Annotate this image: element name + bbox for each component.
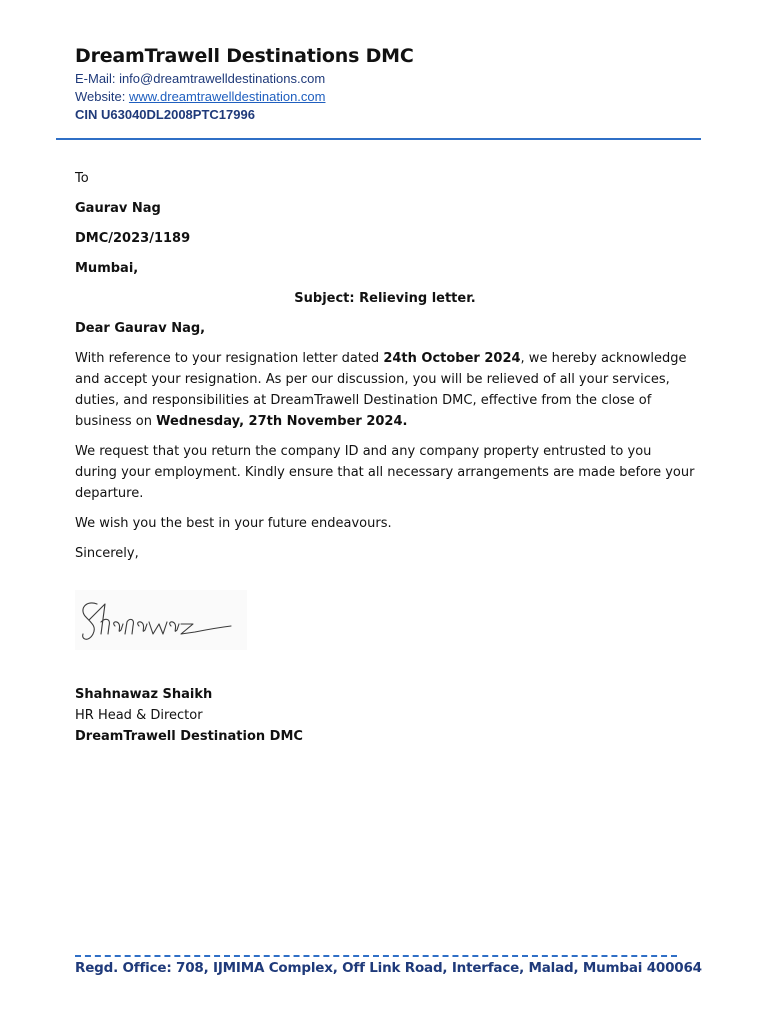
- subject-line: Subject: Relieving letter.: [294, 291, 476, 306]
- contact-website-line: [75, 89, 325, 104]
- website-link[interactable]: www.dreamtrawelldestination.com: [128, 89, 326, 104]
- footer-divider: [75, 955, 677, 957]
- recipient-city: Mumbai,: [75, 261, 139, 276]
- cin-number: CIN U63040DL2008PTC17996: [75, 107, 255, 122]
- relieving-date: Wednesday, 27th November 2024.: [156, 414, 408, 429]
- reference-number: DMC/2023/1189: [75, 231, 191, 246]
- company-name: DreamTrawell Destinations DMC: [75, 45, 414, 67]
- signature-icon: [75, 590, 247, 650]
- letter-body: [75, 168, 695, 573]
- signer-title: HR Head & Director: [75, 708, 203, 723]
- contact-email-line: [75, 71, 325, 86]
- signer-company: DreamTrawell Destination DMC: [75, 729, 303, 744]
- signer-name: Shahnawaz Shaikh: [75, 687, 213, 702]
- resignation-date: 24th October 2024: [383, 351, 521, 366]
- registered-office-address: Regd. Office: 708, IJMIMA Complex, Off Link Road, Interface, Malad, Mumbai 400064: [75, 960, 702, 976]
- paragraph-property-return: We request that you return the company ID and any company property entrusted to you during your employment. Kindly ensure that all necessary arrangements are made before your departure.: [75, 444, 695, 501]
- para1-text-b: , we hereby acknowledge and accept your resignation. As per our discussion, you will be relieved of all your services, duties, and responsibilities at DreamTrawell Destination DMC, effective from the close of business on: [75, 351, 687, 429]
- to-line: To: [75, 171, 89, 186]
- paragraph-resignation: [75, 348, 695, 432]
- handwritten-signature: [75, 590, 247, 650]
- recipient-name: Gaurav Nag: [75, 201, 161, 216]
- email-label: E-Mail:: [75, 71, 120, 86]
- email-address: info@dreamtrawelldestinations.com: [119, 71, 326, 86]
- website-label: Website:: [75, 89, 129, 104]
- signer-block: [75, 684, 303, 747]
- salutation: Dear Gaurav Nag,: [75, 321, 206, 336]
- paragraph-wishes: We wish you the best in your future endeavours.: [75, 516, 392, 531]
- para1-text-a: With reference to your resignation letter dated: [75, 351, 384, 366]
- closing: Sincerely,: [75, 546, 139, 561]
- header-divider: [56, 138, 701, 140]
